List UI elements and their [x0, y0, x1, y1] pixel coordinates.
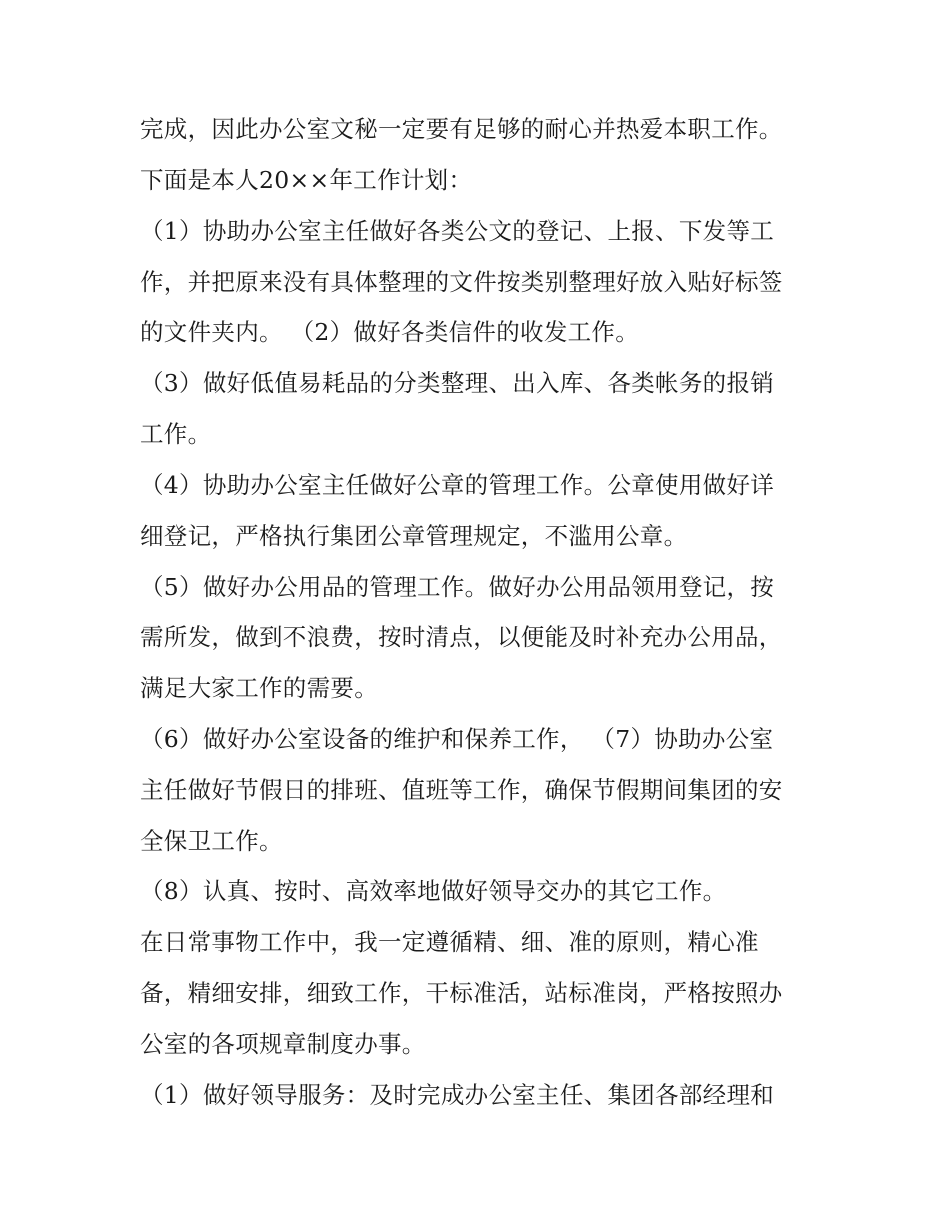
text-line: 细登记，严格执行集团公章管理规定，不滥用公章。 — [140, 522, 688, 550]
text-line: （4）协助办公室主任做好公章的管理工作。公章使用做好详 — [140, 471, 775, 499]
text-line: （5）做好办公用品的管理工作。做好办公用品领用登记，按 — [140, 573, 775, 601]
text-line: 满足大家工作的需要。 — [140, 674, 378, 702]
text-line: 完成，因此办公室文秘一定要有足够的耐心并热爱本职工作。 — [140, 115, 783, 143]
text-line: 工作。 — [140, 420, 212, 448]
text-line: 的文件夹内。 （2）做好各类信件的收发工作。 — [140, 318, 640, 346]
text-line: 备，精细安排，细致工作，干标准活，站标准岗，严格按照办 — [140, 979, 783, 1007]
text-line: （6）做好办公室设备的维护和保养工作， （7）协助办公室 — [140, 725, 774, 753]
text-line: 需所发，做到不浪费，按时清点，以便能及时补充办公用品， — [140, 623, 783, 651]
text-line: 全保卫工作。 — [140, 827, 283, 855]
text-line: 在日常事物工作中，我一定遵循精、细、准的原则，精心准 — [140, 928, 759, 956]
text-line: （3）做好低值易耗品的分类整理、出入库、各类帐务的报销 — [140, 369, 775, 397]
text-line: （8）认真、按时、高效率地做好领导交办的其它工作。 — [140, 877, 727, 905]
text-line: （1）做好领导服务：及时完成办公室主任、集团各部经理和 — [140, 1081, 775, 1109]
text-line: （1）协助办公室主任做好各类公文的登记、上报、下发等工 — [140, 217, 775, 245]
text-line: 下面是本人20××年工作计划： — [140, 166, 473, 194]
text-line: 主任做好节假日的排班、值班等工作，确保节假期间集团的安 — [140, 776, 783, 804]
text-line: 公室的各项规章制度办事。 — [140, 1030, 426, 1058]
text-line: 作，并把原来没有具体整理的文件按类别整理好放入贴好标签 — [140, 268, 783, 296]
